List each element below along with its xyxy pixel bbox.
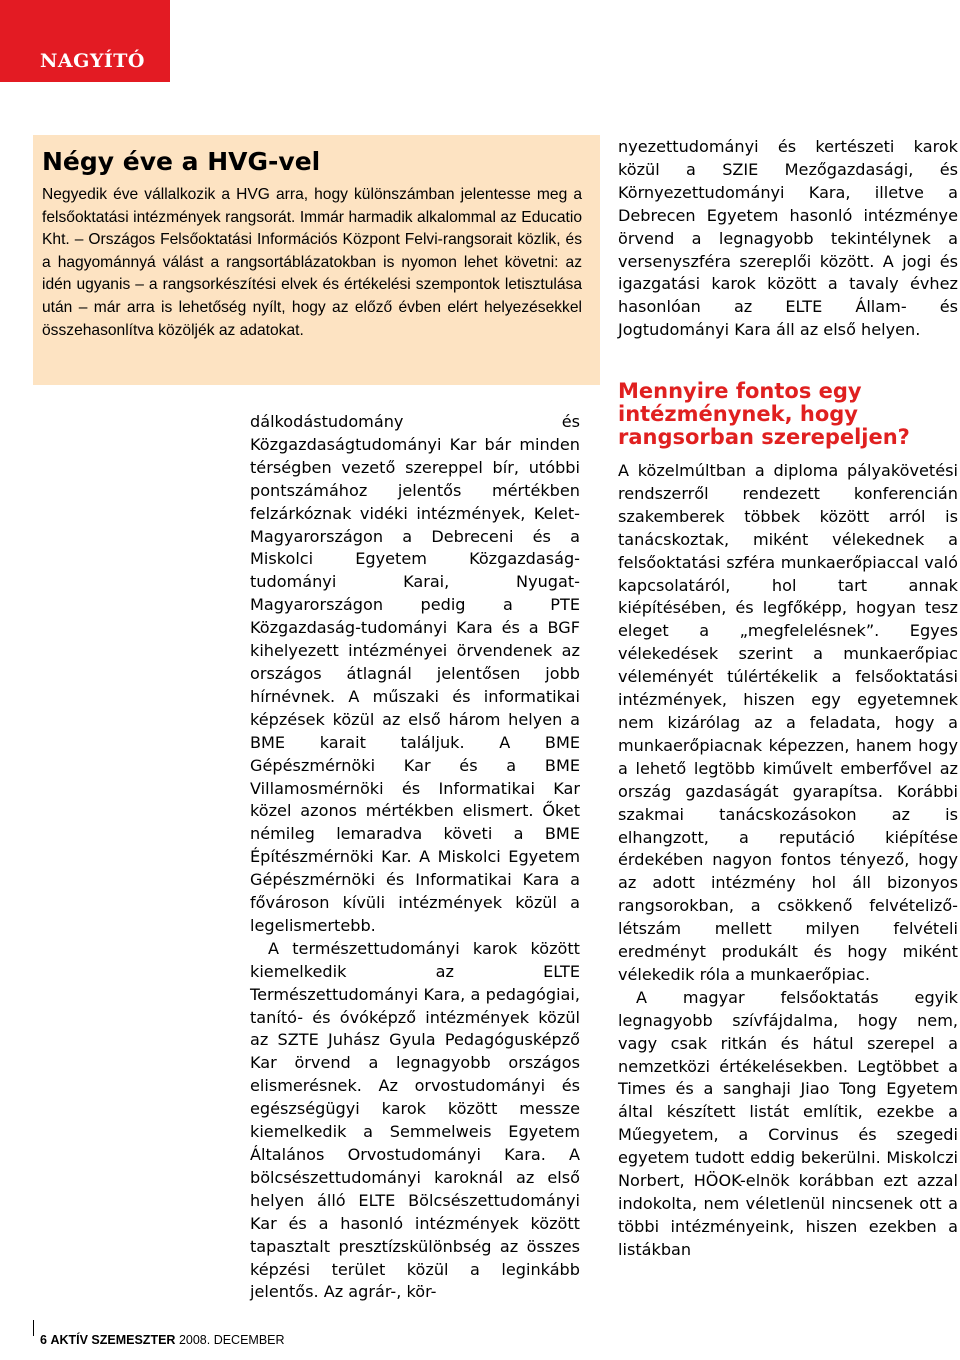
right-bottom-paragraph-1: A közelmúltban a diploma pályakövetési rendszerről rendezett konferencián szakemberek többek között arról is tanácskoztak, miként vélekednek a felsőoktatási szféra munkaerőpiaccal való kapcsolatáról, hol tart annak kiépítésében, és legfőképp, hogyan tesz eleget a „megfelelésnek”. Egyes vélekedések szerint a munkaerőpiac véleményét túlértékelik a felsőoktatási intézmények, hiszen egy egyetemnek nem kizárólag az a feladata, hogy a munkaerőpiacnak képezzen, hanem hogy a lehető legtöbb kiművelt emberfővel az ország gazdaságát gyarapítsa. Korábbi szakmai tanácskozásokon az is elhangzott, a reputáció kiépítése érdekében nagyon fontos tényező, hogy az adott intézmény hol áll bizonyos rangsorokban, a csökkenő felvételiző-létszám mellett milyen felvételi eredményt produkált és hogy miként vélekedik róla a munkaerőpiac.	[618, 461, 958, 984]
right-bottom-paragraph-2: A magyar felsőoktatás egyik legnagyobb szívfájdalma, hogy nem, vagy csak ritkán és hátul szerepel a nemzetközi értékelésekben. Legtöbbet a Times és a sanghaji Jiao Tong Egyetem által készített listát említik, ezekbe a Műegyetem, a Corvinus és szegedi egyetem tudott eddig bekerülni. Miskolczi Norbert, HÖOK-elnök korábban ezt azzal indokolta, nem véletlenül nincsenek ott a többi intézményeink, hiszen ezekben a listákban	[618, 987, 958, 1259]
footer-rule	[33, 1320, 34, 1336]
publication-name: AKTÍV SZEMESZTER	[50, 1333, 176, 1347]
middle-paragraph-2: A természettudományi karok között kiemelkedik az ELTE Természettudományi Kara, a pedagógiai, tanító- és óvóképző intézmények közül az SZTE Juhász Gyula Pedagógusképző Kar örvend a legnagyobb országos elismerésnek. Az orvostudományi és egészségügyi karok között messze kiemelkedik a Semmelweis Egyetem Általános Orvostudományi Kara. A bölcsészettudományi karoknál az első helyen álló ELTE Bölcsészettudományi Kar és a hasonló intézmények között tapasztalt presztízskülönbség az összes képzési terület közül a leginkább jelentős. Az agrár-, kör-	[250, 938, 580, 1302]
article-right-column-top	[618, 136, 958, 342]
page-footer	[40, 1333, 285, 1347]
infobox-title: Négy éve a HVG-vel	[42, 147, 321, 176]
article-middle-column	[250, 411, 580, 1304]
issue-date: 2008. DECEMBER	[178, 1333, 285, 1347]
infobox-text: Negyedik éve vállalkozik a HVG arra, hogy különszámban jelentesse meg a felsőoktatási intézmények rangsorát. Immár harmadik alkalommal az Educatio Kht. – Országos Felsőoktatási Információs Központ Felvi-rangsorait közlik, és a hagyománnyá válást a rangsortáblázatokban is nyomon lehet követni: az idén ugyanis – a rangsorkészítési elvek és értékelési szempontok letisztulása után – már arra is lehetőség nyílt, hogy az előző évben elért helyezésekkel összehasonlítva közöljék az adatokat.	[42, 186, 582, 339]
middle-paragraph-1: dálkodástudomány és Közgazdaságtudományi Kar bár minden térségben vezető szereppel bír, utóbbi pontszámához jelentős mértékben felzárkóznak vidéki intézmények, Kelet-Magyarországon a Debreceni és a Miskolci Egyetem Közgazdaság-tudományi Karai, Nyugat-Magyarországon pedig a PTE Közgazdaság-tudományi Kara és a BGF kihelyezett intézményei örvendenek az országos átlagnál jelentősen jobb hírnévnek. A műszaki és informatikai képzések közül az első három helyen a BME karait találjuk. A BME Gépészmérnöki Kar és a BME Villamosmérnöki és Informatikai Kar közel azonos mértékben elismert. Őket némileg lemaradva követi a BME Építészmérnöki Kar. A Miskolci Egyetem Gépészmérnöki és Informatikai Kara a fővároson kívüli intézmények közül a legelismertebb.	[250, 412, 580, 935]
article-subheading: Mennyire fontos egy intézménynek, hogy rangsorban szerepeljen?	[618, 379, 910, 449]
section-label: NAGYÍTÓ	[40, 50, 145, 72]
right-top-paragraph: nyezettudományi és kertészeti karok közül a SZIE Mezőgazdasági, és Környezettudományi Kara, illetve a Debrecen Egyetem hasonló intézménye örvend a legnagyobb tekintélynek a versenyszféra szereplői között. A jogi és igazgatási karok között a tavaly évhez hasonlóan az ELTE Állam- és Jogtudományi Kara áll az első helyen.	[618, 137, 958, 340]
article-right-column-bottom	[618, 460, 958, 1262]
page-number: 6	[40, 1333, 47, 1347]
